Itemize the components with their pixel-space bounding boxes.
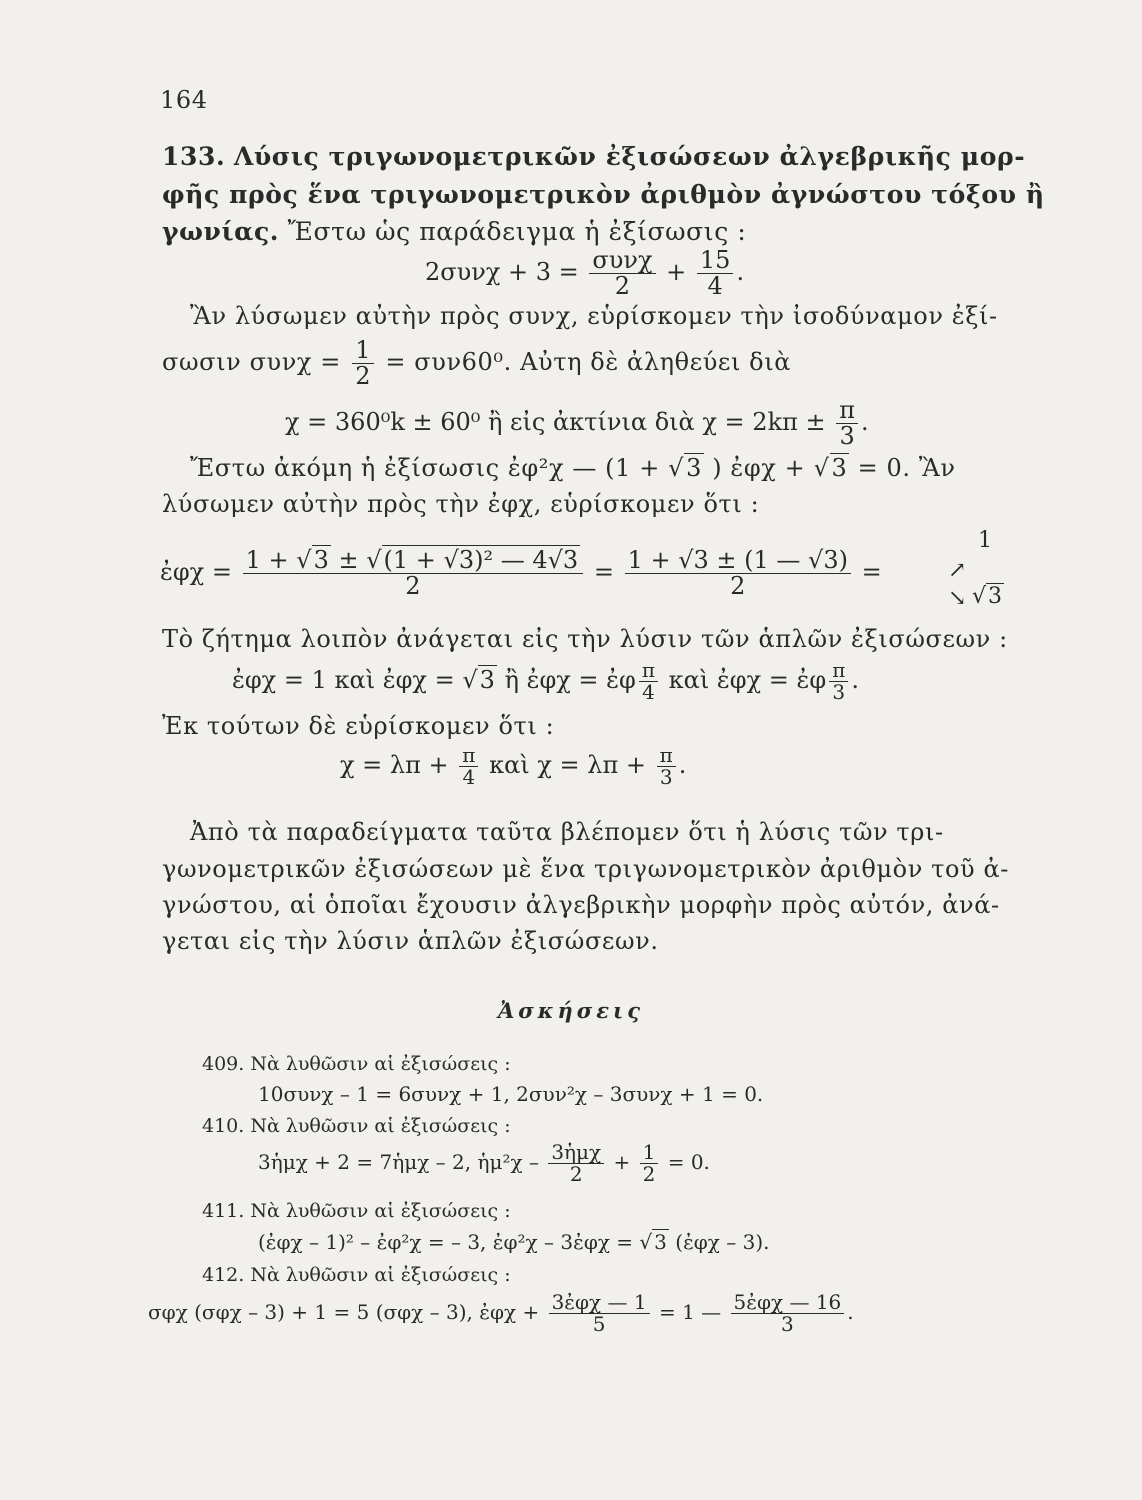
paragraph-4: Ἐκ τούτων δὲ εὑρίσκομεν ὅτι : bbox=[162, 712, 555, 740]
eq1-frac1-den: 2 bbox=[614, 272, 631, 301]
paragraph-3: Τὸ ζήτημα λοιπὸν ἀνάγεται εἰς τὴν λύσιν τῶν ἁπλῶν ἐξισώσεων : bbox=[162, 625, 1008, 653]
eq2-end: . bbox=[861, 408, 869, 437]
ex410-a: 3ἡμχ + 2 = 7ἡμχ – 2, ἡμ²χ – bbox=[258, 1150, 539, 1174]
ex412-c: . bbox=[847, 1300, 854, 1324]
sqrt-3-c: √3 bbox=[296, 546, 329, 574]
sqrt-3-f: √ 3 bbox=[639, 1230, 667, 1254]
eq4-b: ἢ ἐφχ = ἐφ bbox=[504, 666, 636, 694]
eq4-frac2-num: π bbox=[829, 660, 848, 682]
ex410-c: = 0. bbox=[667, 1150, 710, 1174]
exercise-409-equation: 10συνχ – 1 = 6συνχ + 1, 2συν²χ – 3συνχ + 1 = 0. bbox=[258, 1082, 764, 1106]
eq3-equals-2: = bbox=[861, 558, 882, 587]
eq2-frac-num: π bbox=[836, 398, 858, 424]
eq3-result-top bbox=[952, 528, 992, 553]
paragraph-2-line1 bbox=[190, 454, 956, 482]
eq2-text: χ = 360⁰k ± 60⁰ ἢ εἰς ἀκτίνια διὰ χ = 2kπ ± bbox=[285, 408, 826, 437]
eq3-frac1-den: 2 bbox=[405, 572, 421, 601]
eq4-radicand: 3 bbox=[479, 666, 495, 694]
ex411-a: (ἐφχ – 1)² – ἐφ²χ = – 3, ἐφ²χ – 3ἐφχ = bbox=[258, 1230, 634, 1254]
branch-down-arrow-icon: ↘ bbox=[948, 586, 967, 611]
p1l2-frac-den: 2 bbox=[355, 362, 372, 391]
eq1-end: . bbox=[736, 258, 745, 287]
ex412-frac2-num: 5ἐφχ — 16 bbox=[731, 1292, 845, 1314]
ex412-frac1-den: 5 bbox=[592, 1312, 606, 1336]
ex410-frac1-num: 3ἡμχ bbox=[548, 1142, 604, 1164]
ex410-frac1-den: 2 bbox=[569, 1162, 583, 1186]
exercise-409-label: 409. Νὰ λυθῶσιν αἱ ἐξισώσεις : bbox=[202, 1053, 511, 1075]
ex412-a: σφχ (σφχ – 3) + 1 = 5 (σφχ – 3), ἐφχ + bbox=[148, 1300, 540, 1324]
paragraph-1-line2 bbox=[162, 338, 791, 389]
eq3-f1-a: 1 + bbox=[245, 546, 289, 574]
paragraph-5-line1: Ἀπὸ τὰ παραδείγματα ταῦτα βλέπομεν ὅτι ἡ λύσις τῶν τρι- bbox=[190, 818, 944, 846]
exercise-412-label: 412. Νὰ λυθῶσιν αἱ ἐξισώσεις : bbox=[202, 1264, 511, 1286]
eq3-equals-1: = bbox=[593, 558, 614, 587]
sqrt-3-a: √3 bbox=[668, 454, 702, 482]
eq2-frac-den: 3 bbox=[839, 422, 855, 451]
exercise-411-label: 411. Νὰ λυθῶσιν αἱ ἐξισώσεις : bbox=[202, 1200, 511, 1222]
eq1-plus: + bbox=[666, 258, 687, 287]
p2l1-pre: Ἔστω ἀκόμη ἡ ἐξίσωσις ἐφ²χ — (1 + bbox=[190, 454, 660, 482]
p1l2-post: = συν60⁰. Αὐτη δὲ ἀληθεύει διὰ bbox=[385, 348, 792, 377]
eq4-frac2-den: 3 bbox=[832, 680, 846, 704]
eq1-frac1-num: συνχ bbox=[589, 248, 655, 274]
page-number: 164 bbox=[160, 86, 208, 114]
section-number: 133. bbox=[162, 142, 226, 171]
eq5-b: καὶ χ = λπ + bbox=[489, 751, 646, 779]
p2l1-radicand-1: 3 bbox=[686, 454, 702, 482]
eq4-c: καὶ ἐφχ = ἐφ bbox=[668, 666, 827, 694]
eq3-f1-discriminant: (1 + √3)² — 4√3 bbox=[383, 546, 579, 574]
ex410-frac2-den: 2 bbox=[642, 1162, 656, 1186]
p2l1-radicand-2: 3 bbox=[831, 454, 848, 482]
eq3-frac2-num: 1 + √3 ± (1 — √3) bbox=[625, 548, 851, 574]
sqrt-discriminant: √(1 + √3)² — 4√3 bbox=[366, 546, 579, 574]
p2l1-post: = 0. Ἂν bbox=[857, 454, 956, 482]
eq4-frac1-den: 4 bbox=[642, 680, 655, 704]
p2l1-mid: ) ἐφχ + bbox=[712, 454, 806, 482]
exercise-412-equation bbox=[148, 1292, 854, 1335]
sqrt-3-e: √3 bbox=[462, 666, 495, 694]
exercise-410-equation bbox=[258, 1142, 710, 1185]
ex410-b: + bbox=[613, 1150, 631, 1174]
eq3-f1-pm: ± bbox=[338, 546, 359, 574]
section-title-3: γωνίας. bbox=[162, 217, 280, 246]
eq5-a: χ = λπ + bbox=[340, 751, 449, 779]
ex412-frac2-den: 3 bbox=[781, 1312, 794, 1336]
eq4-a: ἐφχ = 1 καὶ ἐφχ = bbox=[232, 666, 455, 694]
section-intro: Ἔστω ὡς παράδειγμα ἡ ἐξίσωσις : bbox=[287, 217, 747, 246]
eq3-result-bottom bbox=[972, 584, 1004, 609]
eq4-frac1-num: π bbox=[639, 660, 658, 682]
ex412-b: = 1 — bbox=[658, 1300, 722, 1324]
ex411-radicand: 3 bbox=[654, 1230, 667, 1254]
sqrt-3-b: √3 bbox=[813, 454, 848, 482]
paragraph-1-line1: Ἂν λύσωμεν αὐτὴν πρὸς συνχ, εὑρίσκομεν τὴν ἰσοδύναμον ἐξί- bbox=[190, 302, 998, 330]
paragraph-5-line2: γωνομετρικῶν ἐξισώσεων μὲ ἕνα τριγωνομετρικὸν ἀριθμὸν τοῦ ἀ- bbox=[162, 855, 1009, 883]
ex411-b: (ἐφχ – 3). bbox=[675, 1230, 770, 1254]
eq1-frac2-num: 15 bbox=[697, 248, 734, 274]
eq3-result-one: 1 bbox=[978, 528, 992, 553]
p1l2-pre: σωσιν συνχ = bbox=[162, 348, 342, 377]
section-heading-line2: φῆς πρὸς ἕνα τριγωνομετρικὸν ἀριθμὸν ἀγνώστου τόξου ἢ bbox=[162, 180, 1045, 209]
exercise-410-label: 410. Νὰ λυθῶσιν αἱ ἐξισώσεις : bbox=[202, 1115, 511, 1137]
eq5-frac2-num: π bbox=[657, 745, 676, 767]
section-title-1: Λύσις τριγωνομετρικῶν ἐξισώσεων ἀλγεβρικῆς μορ- bbox=[233, 142, 1026, 171]
eq3-lhs: ἐφχ = bbox=[160, 558, 232, 587]
eq3-frac2-den: 2 bbox=[730, 572, 746, 601]
equation-3 bbox=[160, 548, 882, 599]
eq3-f1-radicand: 3 bbox=[313, 546, 329, 574]
eq4-end: . bbox=[851, 666, 859, 694]
paragraph-5-line4: γεται εἰς τὴν λύσιν ἁπλῶν ἐξισώσεων. bbox=[162, 927, 659, 955]
equation-4 bbox=[232, 660, 859, 703]
paragraph-5-line3: γνώστου, αἱ ὁποῖαι ἔχουσιν ἀλγεβρικὴν μορφὴν πρὸς αὐτόν, ἀνά- bbox=[162, 891, 1000, 919]
eq5-frac2-den: 3 bbox=[659, 765, 673, 789]
p1l2-frac-num: 1 bbox=[352, 338, 374, 364]
equation-5 bbox=[340, 745, 686, 788]
exercises-heading: Ἀσκήσεις bbox=[498, 998, 644, 1023]
eq5-frac1-den: 4 bbox=[462, 765, 476, 789]
eq5-frac1-num: π bbox=[459, 745, 478, 767]
ex410-frac2-num: 1 bbox=[640, 1142, 659, 1164]
equation-1 bbox=[425, 248, 744, 299]
branch-up-arrow-icon: ↗ bbox=[948, 558, 967, 583]
eq3-result-radicand: 3 bbox=[988, 584, 1003, 609]
eq1-frac2-den: 4 bbox=[707, 272, 723, 301]
eq5-end: . bbox=[678, 751, 687, 779]
exercise-411-equation bbox=[258, 1230, 770, 1254]
sqrt-3-d: √3 bbox=[972, 584, 1003, 609]
equation-2 bbox=[285, 398, 869, 449]
eq3-frac1-num bbox=[243, 548, 584, 574]
ex412-frac1-num: 3ἐφχ — 1 bbox=[549, 1292, 650, 1314]
eq1-lhs: 2συνχ + 3 = bbox=[425, 258, 579, 287]
paragraph-2-line2: λύσωμεν αὐτὴν πρὸς τὴν ἐφχ, εὑρίσκομεν ὅτι : bbox=[162, 490, 760, 518]
section-heading-line1 bbox=[162, 142, 1025, 171]
section-heading-line3 bbox=[162, 217, 746, 246]
